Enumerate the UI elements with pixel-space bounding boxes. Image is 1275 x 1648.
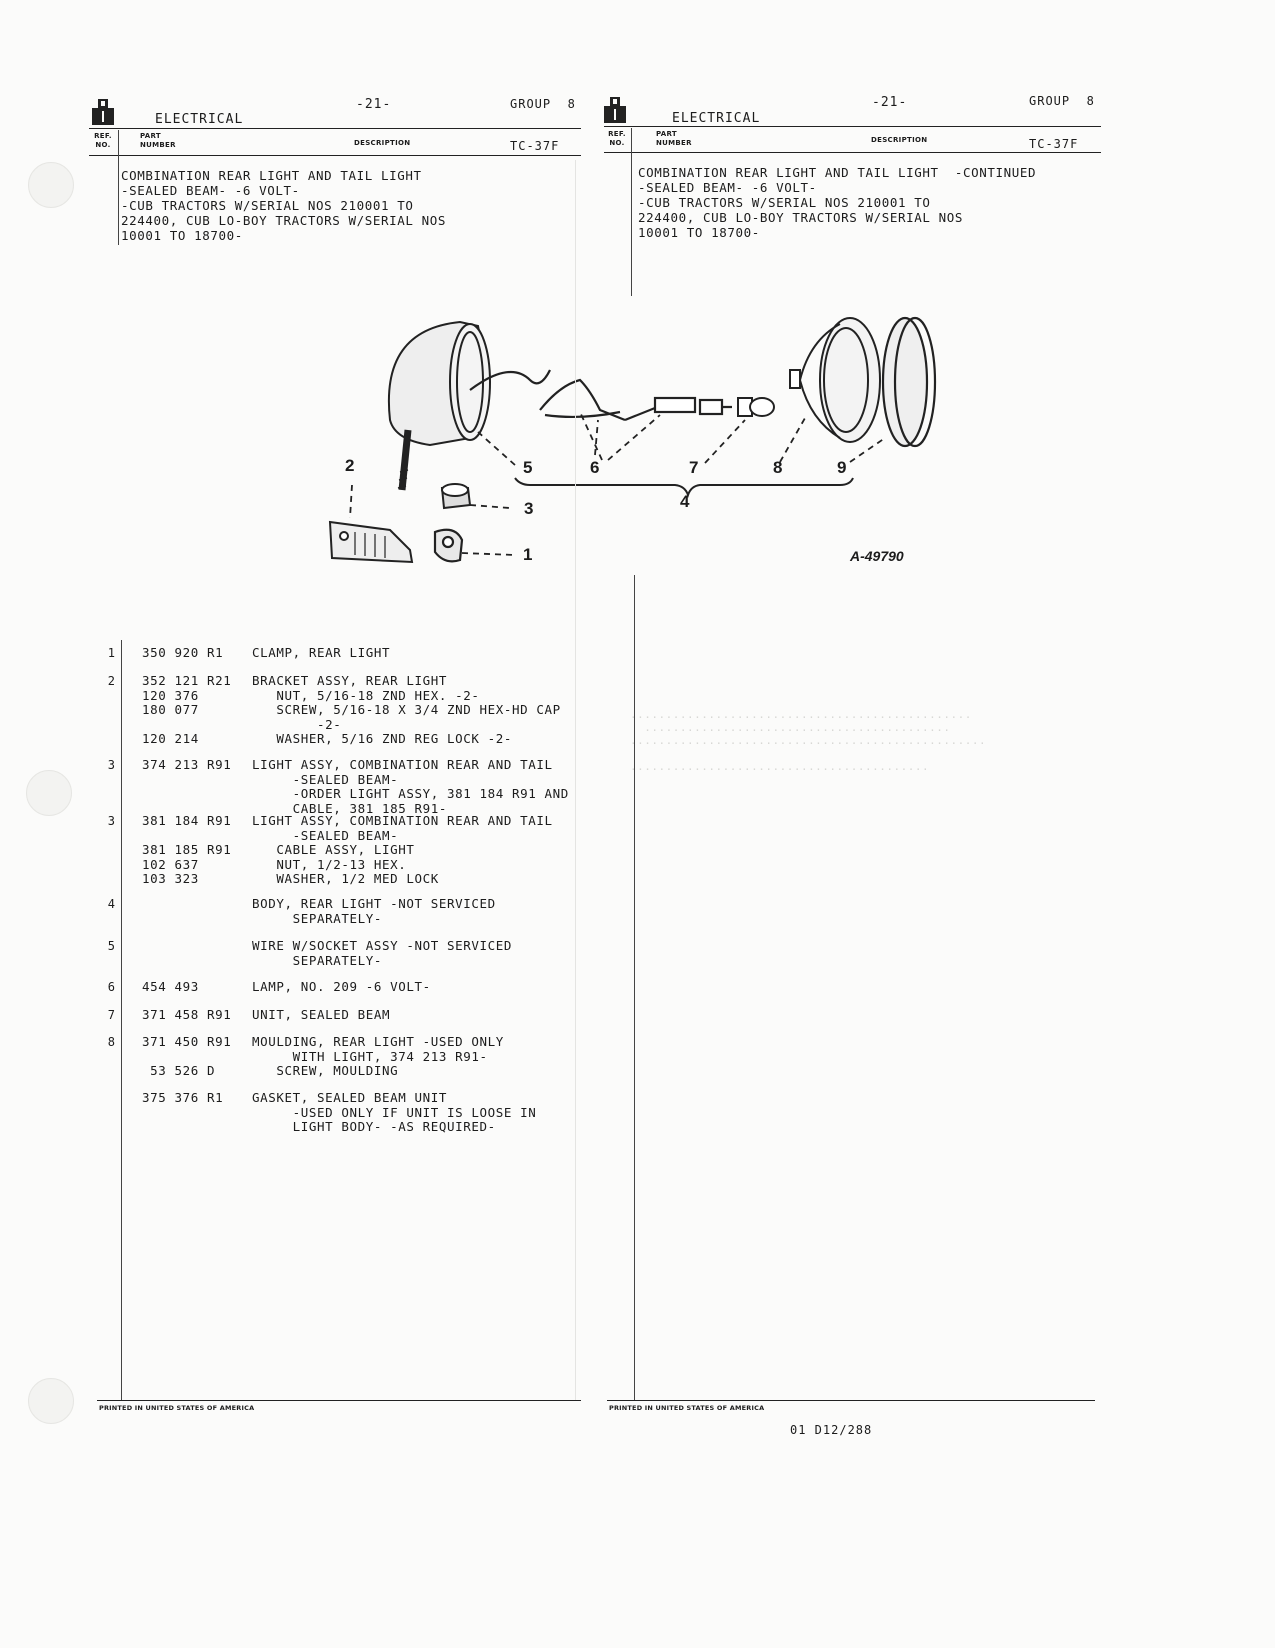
left-ref-divider-list [121, 640, 122, 1400]
left-page-number: -21- [356, 97, 392, 112]
ref-number: 3 [107, 758, 115, 772]
left-footer-text: PRINTED IN UNITED STATES OF AMERICA [99, 1404, 255, 1412]
ref-number: 5 [107, 939, 115, 953]
part-description: MOULDING, REAR LIGHT -USED ONLY WITH LIGHT, 374 213 R91- SCREW, MOULDING [252, 1034, 504, 1079]
left-ref-divider-top [118, 130, 119, 155]
right-intro-text: COMBINATION REAR LIGHT AND TAIL LIGHT -CONTINUED -SEALED BEAM- -6 VOLT- -CUB TRACTORS W/SERIAL NOS 210001 TO 224400, CUB LO-BOY TRACTORS W/SERIAL NOS 10001 TO 18700- [638, 165, 1037, 240]
part-description: GASKET, SEALED BEAM UNIT -USED ONLY IF UNIT IS LOOSE IN LIGHT BODY- -AS REQUIRED- [252, 1090, 537, 1135]
part-number: 374 213 R91 [142, 757, 232, 772]
left-col-ref: REF. NO. [94, 132, 112, 149]
left-intro-divider [118, 155, 119, 245]
part-number: 381 184 R91 381 185 R91 102 637 103 323 [142, 813, 232, 887]
right-col-ref: REF. NO. [608, 130, 626, 147]
callout-2: 2 [345, 456, 355, 475]
part-number: 371 450 R91 53 526 D [142, 1034, 232, 1079]
wire-harness [470, 370, 732, 420]
left-group-label: GROUP 8 [510, 97, 576, 111]
part-number: 371 458 R91 [142, 1007, 232, 1022]
exploded-view-illustration [320, 300, 940, 600]
binder-hole-bottom [28, 1378, 74, 1424]
light-body [389, 322, 490, 490]
callout-8: 8 [773, 458, 783, 477]
right-header-rule-2 [604, 152, 1101, 153]
ih-logo-icon [604, 97, 626, 123]
left-intro-text: COMBINATION REAR LIGHT AND TAIL LIGHT -SEALED BEAM- -6 VOLT- -CUB TRACTORS W/SERIAL NOS 210001 TO 224400, CUB LO-BOY TRACTORS W/SERIAL NOS 10001 TO 18700- [121, 168, 447, 243]
binder-hole-middle [26, 770, 72, 816]
part-description: LIGHT ASSY, COMBINATION REAR AND TAIL -SEALED BEAM- -ORDER LIGHT ASSY, 381 184 R91 AND CABLE, 381 185 R91- [252, 757, 569, 816]
ref-number: 7 [107, 1008, 115, 1022]
ref-number: 8 [107, 1035, 115, 1049]
left-page-edge [575, 160, 576, 1400]
mounting-bracket [330, 522, 412, 562]
callout-6: 6 [590, 458, 600, 477]
right-page-number: -21- [872, 95, 908, 110]
part-number: 352 121 R21 120 376 180 077 120 214 [142, 673, 232, 747]
left-section-title: ELECTRICAL [155, 112, 244, 127]
rear-light-clamp [435, 530, 462, 562]
ref-number: 1 [107, 646, 115, 660]
part-number: 350 920 R1 [142, 645, 224, 660]
part-description: WIRE W/SOCKET ASSY -NOT SERVICED SEPARATELY- [252, 938, 513, 968]
ref-number: 2 [107, 674, 115, 688]
left-footer-rule [97, 1400, 581, 1401]
document-code: 01 D12/288 [790, 1423, 873, 1437]
ref-number: 3 [107, 814, 115, 828]
right-column-divider [634, 575, 635, 1400]
part-number: 454 493 [142, 979, 199, 994]
left-col-desc: DESCRIPTION [354, 139, 411, 147]
bleed-through-text: ................................................ ........................................... .................................................. .......................................... [630, 708, 987, 773]
part-description: LAMP, NO. 209 -6 VOLT- [252, 979, 431, 994]
right-col-desc: DESCRIPTION [871, 136, 928, 144]
right-footer-rule [607, 1400, 1095, 1401]
right-header-rule [604, 126, 1101, 127]
part-description: BRACKET ASSY, REAR LIGHT NUT, 5/16-18 ZND HEX. -2- SCREW, 5/16-18 X 3/4 ZND HEX-HD CAP -2- WASHER, 5/16 ZND REG LOCK -2- [252, 673, 561, 747]
right-group-label: GROUP 8 [1029, 94, 1095, 108]
ref-number: 6 [107, 980, 115, 994]
right-col-part: PART NUMBER [656, 130, 692, 147]
figure-id: A-49790 [850, 548, 904, 564]
ref-number: 4 [107, 897, 115, 911]
right-ref-divider-top [631, 128, 632, 296]
part-description: UNIT, SEALED BEAM [252, 1007, 391, 1022]
callout-1: 1 [523, 545, 533, 564]
left-header-rule [89, 128, 581, 129]
callout-9: 9 [837, 458, 847, 477]
left-header-rule-2 [89, 155, 581, 156]
left-code: TC-37F [510, 139, 560, 153]
callout-7: 7 [689, 458, 699, 477]
binder-hole-top [28, 162, 74, 208]
right-section-title: ELECTRICAL [672, 111, 761, 126]
ih-logo-icon [92, 99, 114, 125]
callout-5: 5 [523, 458, 533, 477]
lamp-bulb [738, 398, 774, 416]
part-description: CLAMP, REAR LIGHT [252, 645, 391, 660]
callout-4: 4 [680, 492, 690, 511]
sealed-beam-unit [790, 318, 880, 442]
moulding-ring [883, 318, 935, 446]
part-description: BODY, REAR LIGHT -NOT SERVICED SEPARATELY- [252, 896, 496, 926]
left-col-part: PART NUMBER [140, 132, 176, 149]
callout-3: 3 [524, 499, 534, 518]
right-footer-text: PRINTED IN UNITED STATES OF AMERICA [609, 1404, 765, 1412]
part-number: 375 376 R1 [142, 1090, 224, 1105]
right-code: TC-37F [1029, 137, 1079, 151]
part-description: LIGHT ASSY, COMBINATION REAR AND TAIL -SEALED BEAM- CABLE ASSY, LIGHT NUT, 1/2-13 HEX. WASHER, 1/2 MED LOCK [252, 813, 553, 887]
lock-nut [442, 484, 470, 508]
